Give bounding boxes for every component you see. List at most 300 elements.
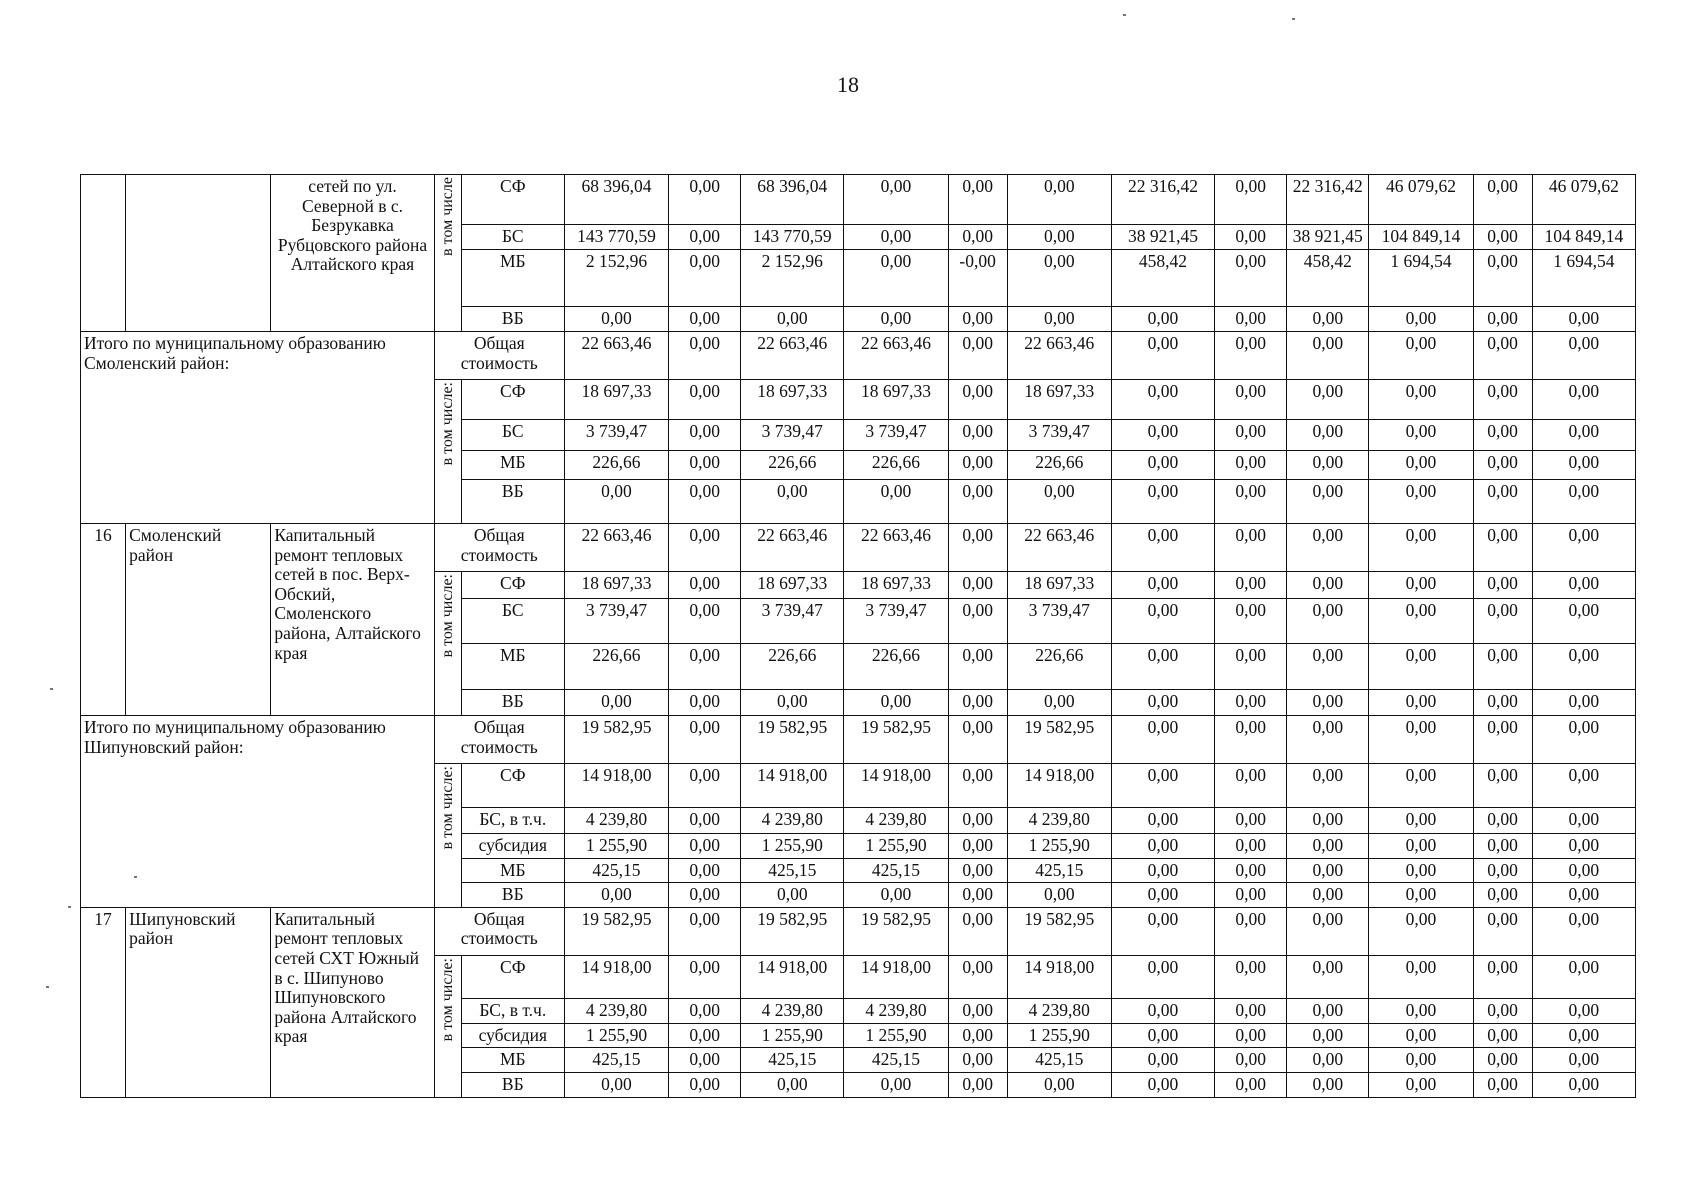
value-cell: 0,00 — [669, 808, 741, 834]
value-cell: 0,00 — [1215, 883, 1287, 908]
funding-source-cell: ВБ — [461, 307, 564, 332]
funding-source-cell: МБ — [461, 1048, 564, 1073]
in-total-text: в том числе: — [438, 766, 456, 850]
value-cell: 0,00 — [741, 883, 844, 908]
value-cell: 226,66 — [741, 451, 844, 480]
value-cell: 38 921,45 — [1287, 225, 1369, 250]
value-cell: 3 739,47 — [741, 599, 844, 644]
project-name-cell: сетей по ул. Северной в с. Безрукавка Рубцовского района Алтайского края — [271, 175, 434, 332]
in-total-vertical-label — [434, 572, 461, 716]
value-cell: 0,00 — [1532, 907, 1635, 955]
value-cell: 425,15 — [1007, 858, 1111, 883]
value-cell: 0,00 — [1215, 307, 1287, 332]
value-cell: 0,00 — [1369, 764, 1473, 808]
value-cell: 0,00 — [669, 225, 741, 250]
value-cell: 0,00 — [948, 420, 1007, 451]
value-cell: 0,00 — [948, 955, 1007, 998]
value-cell: 3 739,47 — [1007, 599, 1111, 644]
value-cell: 18 697,33 — [741, 380, 844, 420]
funding-source-cell: МБ — [461, 451, 564, 480]
value-cell: 0,00 — [1369, 858, 1473, 883]
funding-source-cell: СФ — [461, 572, 564, 599]
value-cell: 1 694,54 — [1369, 250, 1473, 307]
value-cell: 19 582,95 — [564, 907, 668, 955]
value-cell: 19 582,95 — [844, 907, 948, 955]
value-cell: 0,00 — [1111, 907, 1214, 955]
in-total-vertical-label — [434, 175, 461, 332]
value-cell: 0,00 — [948, 451, 1007, 480]
value-cell: 0,00 — [669, 380, 741, 420]
value-cell: 0,00 — [948, 716, 1007, 764]
value-cell: 22 663,46 — [741, 332, 844, 380]
value-cell: -0,00 — [948, 250, 1007, 307]
value-cell: 0,00 — [948, 883, 1007, 908]
value-cell: 0,00 — [1473, 716, 1532, 764]
district-cell — [126, 175, 271, 332]
value-cell: 0,00 — [1369, 572, 1473, 599]
value-cell: 0,00 — [1473, 907, 1532, 955]
value-cell: 19 582,95 — [844, 716, 948, 764]
value-cell: 1 255,90 — [844, 1023, 948, 1048]
value-cell: 0,00 — [1215, 1072, 1287, 1097]
value-cell: 0,00 — [1287, 380, 1369, 420]
value-cell: 0,00 — [948, 225, 1007, 250]
value-cell: 14 918,00 — [564, 764, 668, 808]
value-cell: 0,00 — [1215, 690, 1287, 716]
value-cell: 0,00 — [1111, 858, 1214, 883]
funding-source-cell: ВБ — [461, 690, 564, 716]
funding-source-cell: БС — [461, 225, 564, 250]
value-cell: 425,15 — [564, 1048, 668, 1073]
value-cell: 0,00 — [1111, 690, 1214, 716]
value-cell: 0,00 — [1007, 480, 1111, 524]
value-cell: 3 739,47 — [1007, 420, 1111, 451]
value-cell: 22 663,46 — [1007, 332, 1111, 380]
value-cell: 18 697,33 — [741, 572, 844, 599]
value-cell: 0,00 — [1369, 420, 1473, 451]
value-cell: 0,00 — [669, 524, 741, 572]
value-cell: 3 739,47 — [844, 599, 948, 644]
value-cell: 0,00 — [1215, 764, 1287, 808]
value-cell: 0,00 — [1532, 858, 1635, 883]
value-cell: 226,66 — [741, 644, 844, 690]
value-cell: 14 918,00 — [741, 764, 844, 808]
value-cell: 0,00 — [1111, 380, 1214, 420]
value-cell: 0,00 — [1215, 955, 1287, 998]
value-cell: 0,00 — [1111, 808, 1214, 834]
value-cell: 14 918,00 — [741, 955, 844, 998]
value-cell: 0,00 — [1287, 883, 1369, 908]
value-cell: 0,00 — [948, 380, 1007, 420]
funding-source-cell: СФ — [461, 380, 564, 420]
value-cell: 18 697,33 — [844, 572, 948, 599]
value-cell: 0,00 — [1369, 380, 1473, 420]
value-cell: 3 739,47 — [564, 420, 668, 451]
value-cell: 0,00 — [1215, 572, 1287, 599]
value-cell: 0,00 — [1473, 599, 1532, 644]
value-cell: 0,00 — [1111, 1072, 1214, 1097]
funding-source-cell: БС, в т.ч. — [461, 998, 564, 1023]
value-cell: 0,00 — [948, 1023, 1007, 1048]
value-cell: 0,00 — [948, 599, 1007, 644]
value-cell: 0,00 — [1473, 175, 1532, 225]
value-cell: 0,00 — [1532, 572, 1635, 599]
value-cell: 0,00 — [948, 858, 1007, 883]
value-cell: 0,00 — [564, 690, 668, 716]
value-cell: 226,66 — [1007, 644, 1111, 690]
value-cell: 0,00 — [1473, 808, 1532, 834]
value-cell: 0,00 — [1473, 307, 1532, 332]
value-cell: 0,00 — [1473, 451, 1532, 480]
value-cell: 0,00 — [1532, 599, 1635, 644]
funding-source-cell: МБ — [461, 250, 564, 307]
value-cell: 425,15 — [844, 1048, 948, 1073]
value-cell: 0,00 — [1215, 644, 1287, 690]
value-cell: 0,00 — [1111, 644, 1214, 690]
value-cell: 0,00 — [669, 834, 741, 859]
value-cell: 0,00 — [1473, 250, 1532, 307]
value-cell: 425,15 — [564, 858, 668, 883]
in-total-text: в том числе: — [438, 957, 456, 1042]
funding-source-cell: СФ — [461, 955, 564, 998]
value-cell: 0,00 — [1532, 998, 1635, 1023]
value-cell: 0,00 — [1473, 332, 1532, 380]
value-cell: 0,00 — [1287, 690, 1369, 716]
value-cell: 0,00 — [948, 1048, 1007, 1073]
value-cell: 0,00 — [1532, 644, 1635, 690]
value-cell: 0,00 — [669, 480, 741, 524]
value-cell: 0,00 — [1111, 480, 1214, 524]
value-cell: 226,66 — [564, 451, 668, 480]
value-cell: 104 849,14 — [1369, 225, 1473, 250]
funding-source-cell: Общая стоимость — [434, 332, 564, 380]
value-cell: 14 918,00 — [844, 764, 948, 808]
value-cell: 0,00 — [1532, 690, 1635, 716]
value-cell: 0,00 — [1473, 1023, 1532, 1048]
value-cell: 0,00 — [1287, 907, 1369, 955]
value-cell: 0,00 — [1532, 524, 1635, 572]
value-cell: 0,00 — [1215, 808, 1287, 834]
value-cell: 0,00 — [1532, 834, 1635, 859]
in-total-vertical-label — [434, 380, 461, 524]
value-cell: 0,00 — [1287, 332, 1369, 380]
table-row — [81, 907, 1636, 955]
in-total-text: в том числе: — [438, 382, 456, 466]
table-row — [81, 332, 1636, 380]
value-cell: 0,00 — [1287, 1023, 1369, 1048]
funding-source-cell: ВБ — [461, 883, 564, 908]
value-cell: 0,00 — [948, 480, 1007, 524]
value-cell: 1 255,90 — [1007, 834, 1111, 859]
value-cell: 19 582,95 — [1007, 907, 1111, 955]
value-cell: 0,00 — [1287, 1072, 1369, 1097]
value-cell: 0,00 — [741, 480, 844, 524]
value-cell: 0,00 — [948, 834, 1007, 859]
value-cell: 0,00 — [669, 998, 741, 1023]
value-cell: 1 694,54 — [1532, 250, 1635, 307]
value-cell: 0,00 — [1111, 307, 1214, 332]
value-cell: 0,00 — [1369, 524, 1473, 572]
value-cell: 1 255,90 — [741, 1023, 844, 1048]
in-total-text: в том числе — [438, 177, 456, 256]
value-cell: 0,00 — [1473, 480, 1532, 524]
value-cell: 0,00 — [1007, 250, 1111, 307]
funding-source-cell: СФ — [461, 175, 564, 225]
value-cell: 0,00 — [669, 955, 741, 998]
value-cell: 0,00 — [844, 250, 948, 307]
value-cell: 0,00 — [1473, 225, 1532, 250]
value-cell: 0,00 — [1007, 690, 1111, 716]
value-cell: 0,00 — [1473, 998, 1532, 1023]
value-cell: 0,00 — [669, 716, 741, 764]
value-cell: 0,00 — [1369, 332, 1473, 380]
value-cell: 0,00 — [1287, 1048, 1369, 1073]
value-cell: 425,15 — [741, 1048, 844, 1073]
value-cell: 0,00 — [844, 225, 948, 250]
value-cell: 0,00 — [1532, 451, 1635, 480]
value-cell: 3 739,47 — [844, 420, 948, 451]
value-cell: 0,00 — [1215, 599, 1287, 644]
value-cell: 0,00 — [1215, 175, 1287, 225]
value-cell: 0,00 — [1287, 998, 1369, 1023]
value-cell: 0,00 — [1473, 380, 1532, 420]
value-cell: 0,00 — [1369, 1072, 1473, 1097]
value-cell: 0,00 — [669, 690, 741, 716]
value-cell: 0,00 — [948, 524, 1007, 572]
value-cell: 0,00 — [1111, 572, 1214, 599]
value-cell: 46 079,62 — [1369, 175, 1473, 225]
value-cell: 0,00 — [669, 250, 741, 307]
value-cell: 0,00 — [1215, 332, 1287, 380]
value-cell: 38 921,45 — [1111, 225, 1214, 250]
value-cell: 0,00 — [1369, 599, 1473, 644]
value-cell: 458,42 — [1287, 250, 1369, 307]
value-cell: 0,00 — [1111, 332, 1214, 380]
value-cell: 0,00 — [741, 690, 844, 716]
value-cell: 0,00 — [1111, 834, 1214, 859]
value-cell: 14 918,00 — [1007, 764, 1111, 808]
value-cell: 0,00 — [1287, 808, 1369, 834]
value-cell: 0,00 — [1369, 907, 1473, 955]
value-cell: 0,00 — [948, 175, 1007, 225]
value-cell: 0,00 — [1369, 451, 1473, 480]
value-cell: 0,00 — [669, 332, 741, 380]
value-cell: 0,00 — [844, 307, 948, 332]
value-cell: 0,00 — [1473, 690, 1532, 716]
row-number-cell: 16 — [81, 524, 126, 716]
value-cell: 4 239,80 — [1007, 808, 1111, 834]
value-cell: 458,42 — [1111, 250, 1214, 307]
funding-source-cell: СФ — [461, 764, 564, 808]
value-cell: 0,00 — [1473, 764, 1532, 808]
value-cell: 0,00 — [564, 883, 668, 908]
value-cell: 0,00 — [1215, 225, 1287, 250]
value-cell: 0,00 — [1111, 599, 1214, 644]
value-cell: 0,00 — [1215, 858, 1287, 883]
value-cell: 68 396,04 — [564, 175, 668, 225]
value-cell: 425,15 — [741, 858, 844, 883]
total-label-cell: Итого по муниципальному образованию Смоленский район: — [81, 332, 435, 524]
value-cell: 0,00 — [669, 764, 741, 808]
value-cell: 0,00 — [564, 480, 668, 524]
value-cell: 0,00 — [948, 307, 1007, 332]
total-label-cell: Итого по муниципальному образованию Шипуновский район: — [81, 716, 435, 908]
value-cell: 0,00 — [948, 332, 1007, 380]
value-cell: 0,00 — [1007, 307, 1111, 332]
value-cell: 22 316,42 — [1287, 175, 1369, 225]
row-number-cell — [81, 175, 126, 332]
value-cell: 0,00 — [844, 480, 948, 524]
value-cell: 0,00 — [1473, 858, 1532, 883]
value-cell: 0,00 — [669, 572, 741, 599]
table-row — [81, 524, 1636, 572]
value-cell: 0,00 — [1111, 451, 1214, 480]
funding-source-cell: ВБ — [461, 480, 564, 524]
value-cell: 2 152,96 — [564, 250, 668, 307]
funding-source-cell: МБ — [461, 644, 564, 690]
value-cell: 4 239,80 — [741, 998, 844, 1023]
value-cell: 425,15 — [1007, 1048, 1111, 1073]
value-cell: 0,00 — [1369, 307, 1473, 332]
value-cell: 0,00 — [669, 1048, 741, 1073]
value-cell: 2 152,96 — [741, 250, 844, 307]
value-cell: 1 255,90 — [564, 1023, 668, 1048]
value-cell: 0,00 — [669, 451, 741, 480]
in-total-vertical-label — [434, 955, 461, 1097]
value-cell: 0,00 — [669, 907, 741, 955]
value-cell: 0,00 — [1215, 1023, 1287, 1048]
value-cell: 0,00 — [1287, 480, 1369, 524]
district-cell: Шипуновский район — [126, 907, 271, 1097]
value-cell: 0,00 — [741, 1072, 844, 1097]
value-cell: 226,66 — [844, 644, 948, 690]
value-cell: 0,00 — [1007, 175, 1111, 225]
value-cell: 0,00 — [1532, 1048, 1635, 1073]
value-cell: 22 663,46 — [741, 524, 844, 572]
value-cell: 3 739,47 — [564, 599, 668, 644]
value-cell: 0,00 — [948, 572, 1007, 599]
value-cell: 14 918,00 — [844, 955, 948, 998]
value-cell: 0,00 — [844, 1072, 948, 1097]
value-cell: 0,00 — [1111, 764, 1214, 808]
value-cell: 18 697,33 — [564, 380, 668, 420]
funding-source-cell: ВБ — [461, 1072, 564, 1097]
value-cell: 0,00 — [1287, 420, 1369, 451]
value-cell: 0,00 — [1287, 716, 1369, 764]
value-cell: 0,00 — [1287, 955, 1369, 998]
value-cell: 19 582,95 — [741, 907, 844, 955]
value-cell: 0,00 — [1532, 332, 1635, 380]
value-cell: 226,66 — [1007, 451, 1111, 480]
value-cell: 0,00 — [1111, 955, 1214, 998]
value-cell: 425,15 — [844, 858, 948, 883]
value-cell: 19 582,95 — [564, 716, 668, 764]
value-cell: 0,00 — [1532, 883, 1635, 908]
value-cell: 0,00 — [1532, 764, 1635, 808]
value-cell: 0,00 — [844, 690, 948, 716]
value-cell: 19 582,95 — [1007, 716, 1111, 764]
value-cell: 0,00 — [1369, 998, 1473, 1023]
district-cell: Смоленский район — [126, 524, 271, 716]
value-cell: 18 697,33 — [844, 380, 948, 420]
value-cell: 0,00 — [1369, 1023, 1473, 1048]
value-cell: 0,00 — [1287, 307, 1369, 332]
value-cell: 18 697,33 — [1007, 572, 1111, 599]
value-cell: 0,00 — [1473, 955, 1532, 998]
value-cell: 3 739,47 — [741, 420, 844, 451]
value-cell: 0,00 — [1532, 716, 1635, 764]
value-cell: 46 079,62 — [1532, 175, 1635, 225]
funding-source-cell: субсидия — [461, 834, 564, 859]
value-cell: 0,00 — [948, 690, 1007, 716]
value-cell: 0,00 — [844, 175, 948, 225]
value-cell: 4 239,80 — [844, 998, 948, 1023]
value-cell: 0,00 — [669, 420, 741, 451]
value-cell: 0,00 — [1369, 955, 1473, 998]
value-cell: 0,00 — [1473, 524, 1532, 572]
value-cell: 0,00 — [1287, 834, 1369, 859]
funding-source-cell: БС — [461, 599, 564, 644]
value-cell: 0,00 — [1369, 834, 1473, 859]
value-cell: 0,00 — [1215, 716, 1287, 764]
value-cell: 0,00 — [1215, 907, 1287, 955]
value-cell: 0,00 — [669, 644, 741, 690]
value-cell: 4 239,80 — [1007, 998, 1111, 1023]
funding-source-cell: Общая стоимость — [434, 524, 564, 572]
value-cell: 0,00 — [669, 175, 741, 225]
value-cell: 0,00 — [564, 1072, 668, 1097]
value-cell: 18 697,33 — [564, 572, 668, 599]
value-cell: 0,00 — [1473, 420, 1532, 451]
funding-source-cell: БС — [461, 420, 564, 451]
value-cell: 0,00 — [1111, 716, 1214, 764]
value-cell: 0,00 — [669, 858, 741, 883]
value-cell: 0,00 — [1111, 524, 1214, 572]
in-total-text: в том числе: — [438, 574, 456, 658]
value-cell: 143 770,59 — [741, 225, 844, 250]
value-cell: 4 239,80 — [564, 808, 668, 834]
value-cell: 4 239,80 — [844, 808, 948, 834]
value-cell: 22 663,46 — [844, 524, 948, 572]
value-cell: 226,66 — [564, 644, 668, 690]
value-cell: 1 255,90 — [741, 834, 844, 859]
value-cell: 0,00 — [1532, 380, 1635, 420]
value-cell: 104 849,14 — [1532, 225, 1635, 250]
value-cell: 0,00 — [948, 644, 1007, 690]
value-cell: 0,00 — [741, 307, 844, 332]
value-cell: 0,00 — [1369, 480, 1473, 524]
value-cell: 14 918,00 — [564, 955, 668, 998]
value-cell: 68 396,04 — [741, 175, 844, 225]
value-cell: 0,00 — [1473, 883, 1532, 908]
value-cell: 22 663,46 — [564, 332, 668, 380]
value-cell: 0,00 — [1007, 225, 1111, 250]
in-total-vertical-label — [434, 764, 461, 908]
value-cell: 143 770,59 — [564, 225, 668, 250]
value-cell: 0,00 — [669, 1023, 741, 1048]
value-cell: 226,66 — [844, 451, 948, 480]
value-cell: 0,00 — [1111, 420, 1214, 451]
value-cell: 0,00 — [948, 1072, 1007, 1097]
value-cell: 0,00 — [1369, 808, 1473, 834]
value-cell: 0,00 — [1287, 644, 1369, 690]
value-cell: 1 255,90 — [564, 834, 668, 859]
row-number-cell: 17 — [81, 907, 126, 1097]
value-cell: 0,00 — [1532, 480, 1635, 524]
value-cell: 0,00 — [1369, 716, 1473, 764]
funding-source-cell: Общая стоимость — [434, 907, 564, 955]
value-cell: 0,00 — [1215, 451, 1287, 480]
